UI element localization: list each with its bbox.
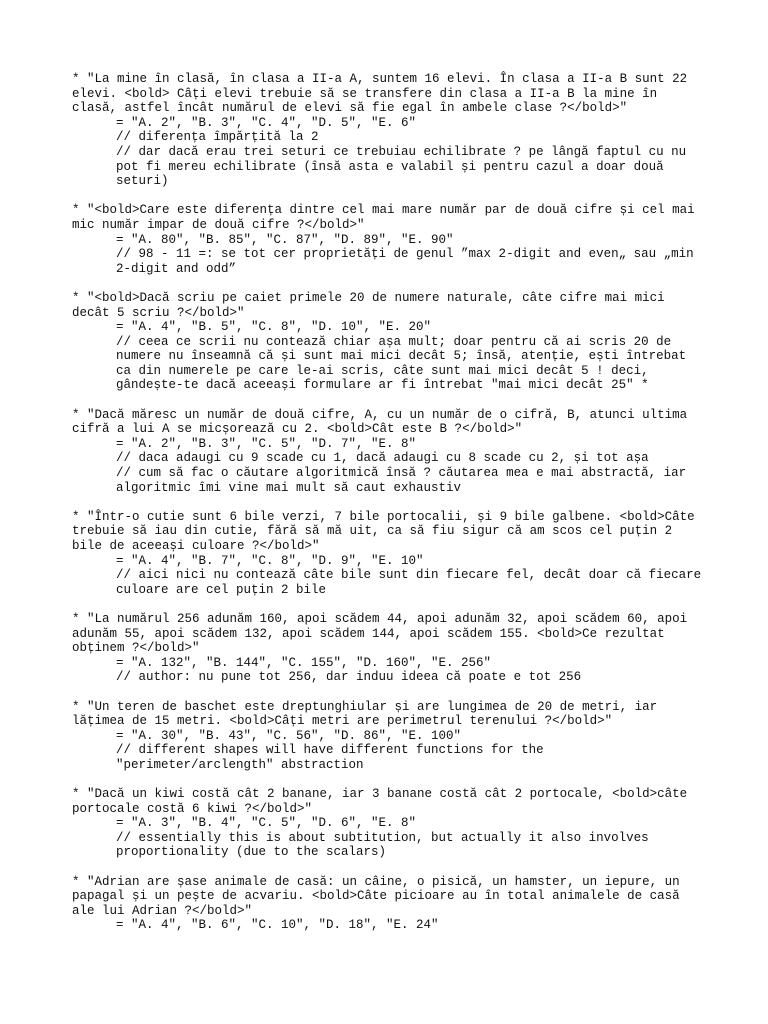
answer-options: = "A. 80", "B. 85", "C. 87", "D. 89", "E. 90"	[116, 232, 454, 247]
question-text: * "Un teren de baschet este dreptunghiular și are lungimea de 20 de metri, iar lățimea de 15 metri. <bold>Câți metri are perimetrul terenului ?</bold>"	[72, 699, 665, 729]
answer-options: = "A. 2", "B. 3", "C. 4", "D. 5", "E. 6"	[116, 115, 417, 130]
comment-line: // author: nu pune tot 256, dar induu ideea că poate e tot 256	[116, 670, 582, 685]
question-text: * "<bold>Dacă scriu pe caiet primele 20 de numere naturale, câte cifre mai mici decât 5 scriu ?</bold>"	[72, 290, 673, 320]
answer-options: = "A. 3", "B. 4", "C. 5", "D. 6", "E. 8"	[116, 816, 417, 831]
comment-line: // aici nici nu contează câte bile sunt din fiecare fel, decât doar că fiecare culoare are cel puțin 2 bile	[116, 568, 709, 597]
comment-line: // 98 - 11 =: se tot cer proprietăți de genul ”max 2-digit and even„ sau „min 2-digit and odd”	[116, 247, 702, 276]
question-text: * "<bold>Care este diferența dintre cel mai mare număr par de două cifre și cel mai mic număr impar de două cifre ?</bold>"	[72, 203, 703, 232]
question-text: * "La mine în clasă, în clasa a II-a A, suntem 16 elevi. În clasa a II-a B sunt 22 elevi. <bold> Câți elevi trebuie să se transfere din clasa a II-a B la mine în clasă, astfel încât numărul de elevi să fie egal în ambele clase ?</bold>"	[72, 72, 695, 116]
question-text: * "Dacă un kiwi costă cât 2 banane, iar 3 banane costă cât 2 portocale, <bold>câte portocale costă 6 kiwi ?</bold>"	[72, 787, 695, 816]
question-block	[72, 509, 709, 598]
question-block	[72, 787, 704, 860]
question-block	[72, 291, 704, 393]
question-text: * "La numărul 256 adunăm 160, apoi scădem 44, apoi adunăm 32, apoi scădem 60, apoi adunăm 55, apoi scădem 132, apoi scădem 144, apoi scădem 155. <bold>Ce rezultat obținem ?</bold>"	[72, 611, 695, 656]
answer-options: = "A. 2", "B. 3", "C. 5", "D. 7", "E. 8"	[116, 436, 417, 451]
comment-line: // different shapes will have different functions for the "perimeter/arclength" abstraction	[116, 743, 552, 772]
comment-line: // ceea ce scrii nu contează chiar așa mult; doar pentru că ai scris 20 de numere nu înseamnă că și sunt mai mici decât 5; însă, atenție, ești întrebat ca din numerele pe care le-ai scris, câte sunt mai mici decât 5 ! deci, gândește-te dacă aceeași formulare ar fi întrebat "mai mici decât 25" *	[116, 334, 694, 393]
question-block	[72, 203, 704, 276]
question-block	[72, 408, 704, 496]
question-block	[72, 72, 704, 189]
answer-options: = "A. 4", "B. 7", "C. 8", "D. 9", "E. 10"	[116, 553, 424, 568]
answer-options: = "A. 132", "B. 144", "C. 155", "D. 160", "E. 256"	[116, 655, 492, 670]
comment-line: // daca adaugi cu 9 scade cu 1, dacă adaugi cu 8 scade cu 2, și tot așa	[116, 451, 649, 466]
question-text: * "Dacă măresc un număr de două cifre, A, cu un număr de o cifră, B, atunci ultima cifră a lui A se micșorează cu 2. <bold>Cât este B ?</bold>"	[72, 407, 695, 437]
comment-line: // dar dacă erau trei seturi ce trebuiau echilibrate ? pe lângă faptul cu nu pot fi mereu echilibrate (însă asta e valabil și pentru cazul a doar două seturi)	[116, 144, 694, 189]
answer-options: = "A. 4", "B. 6", "C. 10", "D. 18", "E. 24"	[116, 918, 439, 933]
question-block	[72, 700, 704, 773]
question-block	[72, 612, 704, 685]
comment-line: // cum să fac o căutare algoritmică însă ? căutarea mea e mai abstractă, iar algoritmic îmi vine mai mult să caut exhaustiv	[116, 466, 694, 495]
question-block	[72, 875, 704, 933]
comment-line: // diferența împărțită la 2	[116, 130, 319, 145]
answer-options: = "A. 30", "B. 43", "C. 56", "D. 86", "E. 100"	[116, 728, 462, 743]
comment-line: // essentially this is about subtitution, but actually it also involves proportionality (due to the scalars)	[116, 830, 657, 860]
answer-options: = "A. 4", "B. 5", "C. 8", "D. 10", "E. 20"	[116, 320, 432, 335]
question-text: * "Într-o cutie sunt 6 bile verzi, 7 bile portocalii, și 9 bile galbene. <bold>Câte trebuie să iau din cutie, fără să mă uit, ca să fiu sigur că am scos cel puțin 2 bile de aceeași culoare ?</bold>"	[72, 509, 703, 553]
question-text: * "Adrian are șase animale de casă: un câine, o pisică, un hamster, un iepure, un papagal și un pește de acvariu. <bold>Câte picioare au în total animalele de casă ale lui Adrian ?</bold>"	[72, 874, 688, 918]
